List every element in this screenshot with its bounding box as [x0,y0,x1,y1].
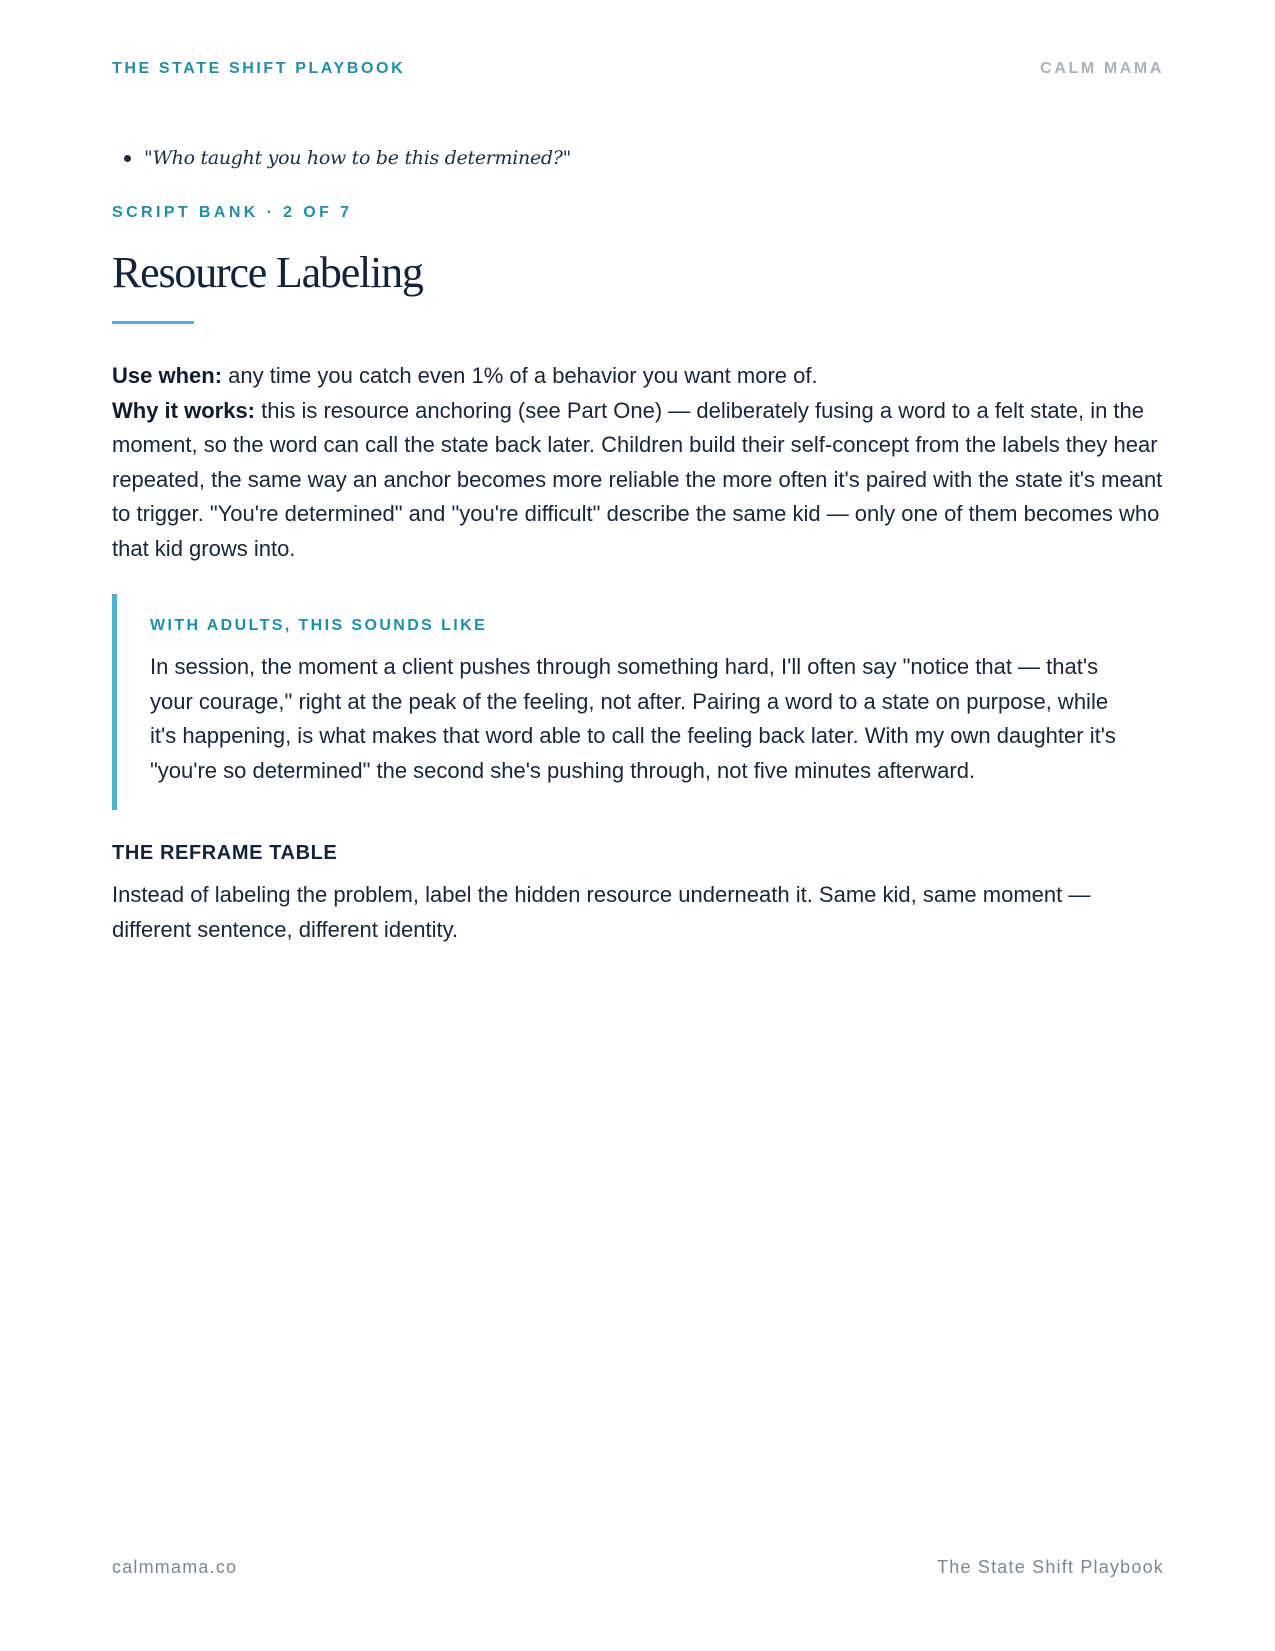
page-footer [112,1557,1164,1578]
callout-label: WITH ADULTS, THIS SOUNDS LIKE [150,617,488,634]
callout-box [112,594,1164,810]
title-divider [112,321,194,324]
use-when-text: any time you catch even 1% of a behavior you want more of. [222,363,818,388]
body-text [112,359,1164,566]
footer-website: calmmama.co [112,1557,238,1577]
bullet-text: "Who taught you how to be this determined?" [144,147,572,169]
why-text: this is resource anchoring (see Part One) — deliberately fusing a word to a felt state, in the moment, so the word can call the state back later. Children build their self-concept from the labels they hear repeated, the same way an anchor becomes more reliable the more often it's paired with the state it's meant to trigger. "You're determined" and "you're difficult" describe the same kid — only one of them becomes who that kid grows into. [112,397,1163,561]
bullet-list [112,143,1164,173]
reframe-heading: THE REFRAME TABLE [112,842,338,864]
brand-header: CALM MAMA [1040,60,1164,77]
section-eyebrow: SCRIPT BANK · 2 OF 7 [112,204,353,221]
list-item [112,143,1164,173]
callout-text: In session, the moment a client pushes through something hard, I'll often say "notice that — that's your courage," right at the peak of the feeling, not after. Pairing a word to a state on purpose, while it's happening, is what makes that word able to call the feeling back later. With my own daughter it's "you're so determined" the second she's pushing through, not five minutes afterward. [150,654,1116,783]
bullet-dot-icon [124,155,131,162]
reframe-text: Instead of labeling the problem, label the hidden resource underneath it. Same kid, same moment — different sentence, different identity. [112,882,1091,942]
use-when-label: Use when: [112,363,223,388]
page-header [112,60,1164,78]
why-paragraph [112,394,1164,567]
page-content [112,143,1164,947]
why-label: Why it works: [112,397,256,423]
page-title: Resource Labeling [112,248,423,297]
use-when-paragraph [112,359,1164,394]
book-title-header: THE STATE SHIFT PLAYBOOK [112,60,406,77]
footer-book-title: The State Shift Playbook [937,1557,1164,1577]
